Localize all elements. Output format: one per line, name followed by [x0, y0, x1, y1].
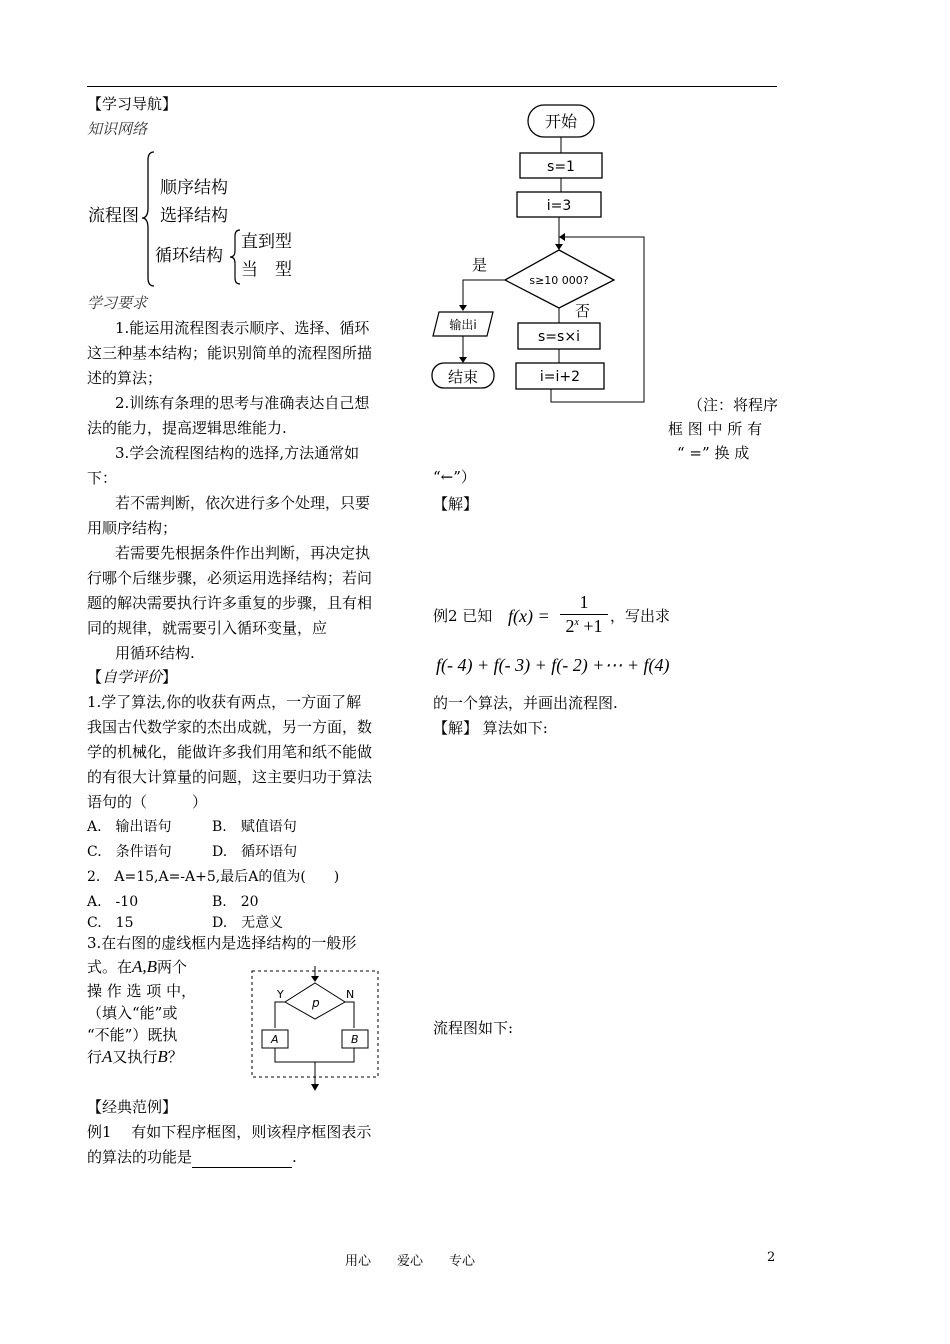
- ex2-prefix: 例2 已知: [433, 607, 493, 625]
- q3-line5: “不能”）既执: [87, 1026, 178, 1044]
- q1-option-c: C. 条件语句: [87, 844, 172, 860]
- q3-line3: 操 作 选 项 中，: [87, 982, 197, 1000]
- note-line3: “ =” 换 成: [677, 444, 750, 462]
- mini-y-label: Y: [277, 988, 284, 1001]
- q1-line5: 语句的（ ）: [87, 793, 208, 811]
- q2-option-c: C. 15: [87, 915, 134, 931]
- req3-line2: 下：: [87, 469, 118, 487]
- flowchart-below-label: 流程图如下:: [433, 1019, 514, 1037]
- q3-line6: 行A又执行B？: [87, 1047, 183, 1066]
- tree-seq: 顺序结构: [160, 178, 228, 198]
- req1-line3: 述的算法；: [87, 369, 163, 387]
- mini-n-label: N: [346, 988, 355, 1001]
- examples-title: 【经典范例】: [87, 1098, 178, 1116]
- req2-line2: 法的能力，提高逻辑思维能力.: [87, 419, 287, 437]
- req3-line1: 3.学会流程图结构的选择,方法通常如: [115, 444, 360, 462]
- ex1-line1: 例1 有如下程序框图，则该程序框图表示: [87, 1123, 372, 1141]
- ex2-suffix: ，写出求: [610, 607, 671, 625]
- q1-option-a: A. 输出语句: [87, 819, 172, 835]
- mini-b-label: B: [351, 1033, 359, 1046]
- q2-option-a: A. -10: [87, 894, 139, 910]
- q2-text: 2. A=15,A=-A+5,最后A的值为( ): [87, 869, 340, 885]
- ex2-denominator: $2^x +1$: [565, 616, 603, 636]
- requirements-title: 学习要求: [87, 294, 148, 312]
- q3-line4: （填入“能”或: [87, 1004, 178, 1022]
- solution1-label: 【解】: [433, 495, 479, 513]
- nav-title: 【学习导航】: [87, 95, 178, 113]
- note-line2: 框 图 中 所 有: [668, 420, 763, 438]
- q3-line2: 式。在A,B两个: [87, 957, 188, 976]
- note-line4: “←”）: [433, 468, 476, 486]
- tree-until: 直到型: [241, 232, 292, 252]
- req1-line2: 这三种基本结构；能识别简单的流程图所描: [87, 344, 373, 362]
- ex2-fraction: [560, 592, 608, 637]
- tree-root: 流程图: [88, 206, 139, 226]
- tree-while: 当 型: [241, 260, 292, 280]
- flow-no: 否: [575, 302, 591, 320]
- top-rule: [87, 86, 777, 87]
- para2-line5: 用循环结构.: [115, 644, 195, 662]
- req2-line1: 2.训练有条理的思考与准确表达自己想: [115, 394, 370, 412]
- para2-line4: 同的规律，就需要引入循环变量，应: [87, 619, 328, 637]
- para1-line1: 若不需判断，依次进行多个处理，只要: [115, 494, 371, 512]
- footer-motto: 用心 爱心 专心: [345, 1254, 476, 1269]
- para1-line2: 用顺序结构；: [87, 519, 178, 537]
- flow-condition: s≥10 000?: [529, 274, 589, 287]
- flow-mult: s=s×i: [538, 329, 580, 345]
- flow-inc: i=i+2: [539, 369, 581, 385]
- q1-line1: 1.学了算法,你的收获有两点，一方面了解: [87, 693, 362, 711]
- ex2-numerator: 1: [579, 592, 589, 612]
- flow-end: 结束: [447, 368, 479, 386]
- tree-sel: 选择结构: [160, 206, 228, 226]
- para2-line1: 若需要先根据条件作出判断，再决定执: [115, 544, 371, 562]
- ex1-line2: 的算法的功能是 .: [87, 1148, 297, 1166]
- para2-line3: 题的解决需要执行许多重复的步骤，且有相: [87, 594, 373, 612]
- q3-line1: 3.在右图的虚线框内是选择结构的一般形: [87, 934, 357, 952]
- note-line1: （注：将程序: [688, 396, 779, 414]
- mini-p-label: p: [312, 996, 320, 1010]
- tree-loop: 循环结构: [155, 246, 223, 266]
- flow-yes: 是: [472, 256, 488, 274]
- mini-a-label: A: [271, 1033, 279, 1046]
- ex2-line3: 的一个算法，并画出流程图.: [433, 694, 618, 712]
- q2-option-d: D. 无意义: [212, 915, 284, 931]
- req1-line1: 1.能运用流程图表示顺序、选择、循环: [115, 319, 370, 337]
- flow-start: 开始: [544, 112, 578, 131]
- ex2-func: f(x) =: [508, 606, 550, 626]
- ex2-sum: f(- 4) + f(- 3) + f(- 2) +⋯ + f(4): [436, 655, 670, 675]
- q1-option-b: B. 赋值语句: [212, 819, 297, 835]
- knowledge-network-title: 知识网络: [87, 120, 148, 138]
- q1-option-d: D. 循环语句: [212, 844, 298, 860]
- para2-line2: 行哪个后继步骤，必须运用选择结构；若问: [87, 569, 373, 587]
- q1-line2: 我国古代数学家的杰出成就，另一方面，数: [87, 718, 373, 736]
- selection-structure-figure: [250, 966, 382, 1092]
- flow-output: 输出i: [449, 318, 477, 332]
- q1-line4: 的有很大计算量的问题，这主要归功于算法: [87, 768, 373, 786]
- loop-flowchart: [425, 100, 650, 405]
- flow-s1: s=1: [547, 159, 575, 175]
- solution2-label: 【解】 算法如下:: [433, 719, 548, 737]
- answer-blank[interactable]: [192, 1151, 292, 1168]
- page-number: 2: [767, 1250, 776, 1265]
- q2-option-b: B. 20: [212, 894, 259, 910]
- flow-i3: i=3: [546, 198, 572, 214]
- self-eval-title: 【自学评价】: [87, 668, 178, 686]
- q1-line3: 学的机械化，能做许多我们用笔和纸不能做: [87, 743, 373, 761]
